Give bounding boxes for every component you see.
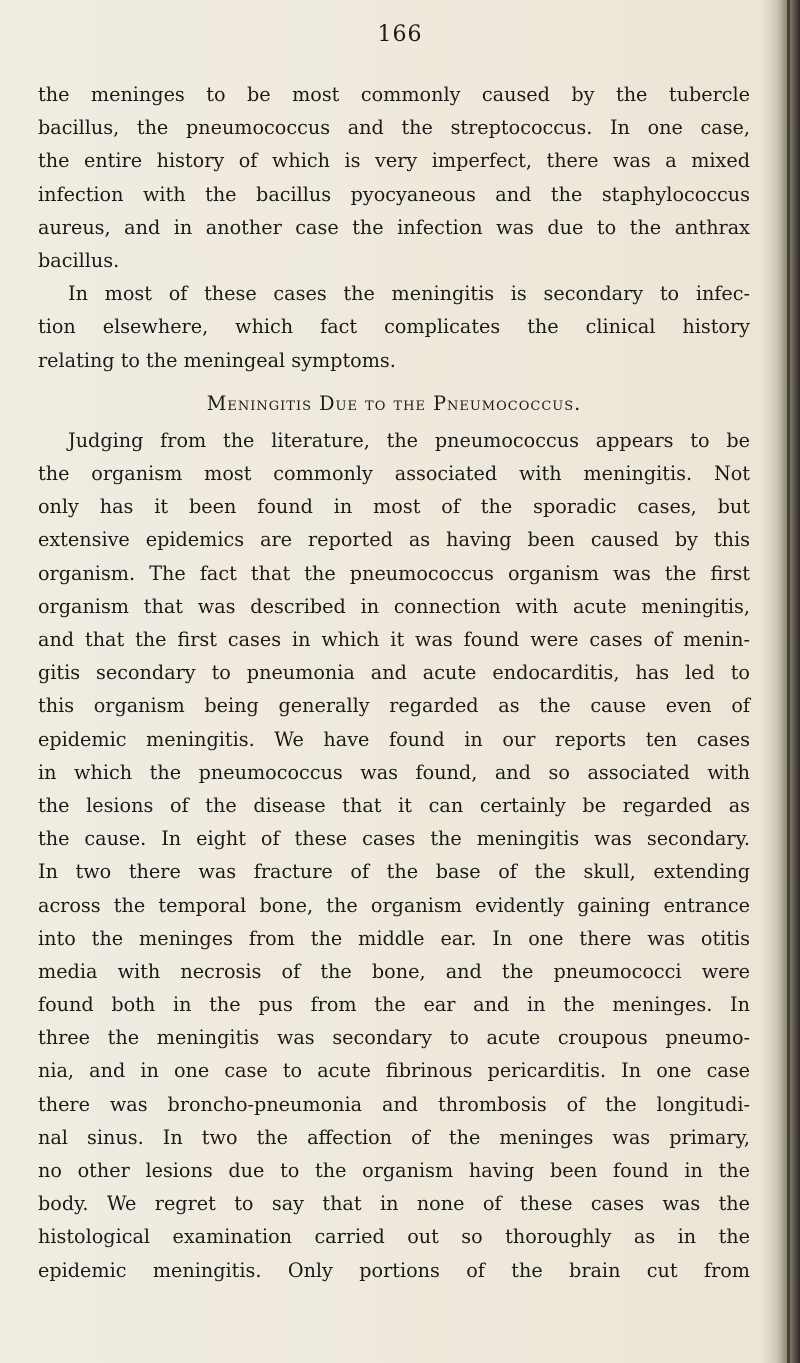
text-line: epidemic meningitis. We have found in our reports ten cases [38,727,750,751]
text-line: three the meningitis was secondary to acute croupous pneumo- [38,1026,750,1050]
text-line: nal sinus. In two the affection of the meninges was primary, [38,1125,750,1149]
binding-edge [787,0,790,1363]
body-text [38,78,750,1287]
text-line: gitis secondary to pneumonia and acute endocarditis, has led to [38,661,750,685]
page-edge-shadow [762,0,800,1363]
text-line: extensive epidemics are reported as having been caused by this [38,528,750,552]
text-line: In two there was fracture of the base of the skull, extending [38,860,750,884]
text-line: this organism being generally regarded as the cause even of [38,694,750,718]
text-line: relating to the meningeal symptoms. [38,348,396,372]
text-line: there was broncho-pneumonia and thrombosis of the longitudi- [38,1092,750,1116]
text-line: nia, and in one case to acute fibrinous pericarditis. In one case [38,1059,750,1083]
text-line: the entire history of which is very imperfect, there was a mixed [38,149,750,173]
text-line: bacillus, the pneumococcus and the streptococcus. In one case, [38,116,750,140]
text-line: and that the first cases in which it was found were cases of menin- [38,628,750,651]
section-heading: Meningitis Due to the Pneumococcus. [206,391,582,415]
text-line: aureus, and in another case the infection was due to the anthrax [38,215,750,239]
text-line: infection with the bacillus pyocyaneous and the staphylococcus [38,182,750,206]
text-line: the meninges to be most commonly caused by the tubercle [38,83,750,106]
text-line: the organism most commonly associated with meningitis. Not [38,462,750,486]
text-line: the cause. In eight of these cases the meningitis was secondary. [38,827,750,851]
text-line: no other lesions due to the organism having been found in the [38,1159,750,1182]
text-line: found both in the pus from the ear and in the meninges. In [38,993,750,1017]
text-line: tion elsewhere, which fact complicates the clinical history [38,315,750,339]
text-line: across the temporal bone, the organism evidently gaining entrance [38,893,750,917]
text-line: In most of these cases the meningitis is secondary to infec- [68,282,750,306]
text-line: epidemic meningitis. Only portions of the brain cut from [38,1258,750,1282]
text-line: bacillus. [38,248,120,272]
text-line: histological examination carried out so thoroughly as in the [38,1225,750,1249]
text-line: body. We regret to say that in none of these cases was the [38,1192,750,1216]
text-line: organism. The fact that the pneumococcus organism was the first [38,561,750,585]
text-line: media with necrosis of the bone, and the pneumococci were [38,959,750,983]
text-line: into the meninges from the middle ear. In one there was otitis [38,926,750,950]
text-line: the lesions of the disease that it can certainly be regarded as [38,793,750,817]
text-line: organism that was described in connection with acute meningitis, [38,594,750,618]
page-number: 166 [377,22,423,47]
text-line: Judging from the literature, the pneumococcus appears to be [68,428,750,452]
text-line: only has it been found in most of the sporadic cases, but [38,495,750,519]
text-line: in which the pneumococcus was found, and so associated with [38,760,750,784]
